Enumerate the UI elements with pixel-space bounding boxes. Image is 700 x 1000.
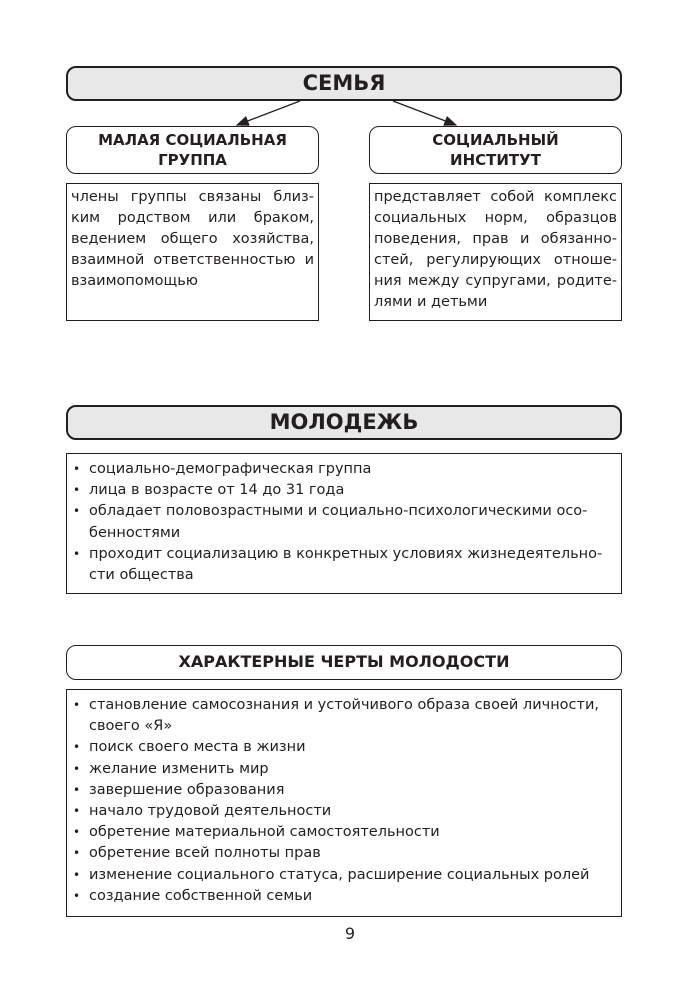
trait-item: • создание собственной семьи	[73, 886, 613, 907]
trait-item: • завершение образования	[73, 780, 613, 801]
trait-item: • поиск своего места в жизни	[73, 737, 613, 758]
trait-item: • желание изменить мир	[73, 759, 613, 780]
youth-item: • социально-демографическая группа	[73, 459, 613, 480]
bullet-icon: •	[73, 504, 81, 519]
bullet-icon: •	[73, 761, 81, 776]
bullet-icon: •	[73, 546, 81, 561]
youth-item: • проходит социализацию в конкретных условиях жизнедеятельности общества	[73, 545, 603, 584]
social-institute-title-2: ИНСТИТУТ	[450, 151, 541, 169]
youth-item: • лица в возрасте от 14 до 31 года	[73, 480, 613, 501]
youth-list	[66, 453, 622, 594]
bullet-icon: •	[73, 483, 81, 498]
bullet-icon: •	[73, 888, 81, 903]
bullet-icon: •	[73, 698, 81, 712]
youth-item: • обладает половозрастными и социально-психологическими особенностями	[73, 503, 588, 541]
trait-item: • обретение всей полноты прав	[73, 843, 613, 864]
small-social-group-description: члены группы связаны близким родством или браком, ведением общего хозяйства, взаимной ответственностью и взаимопомощью	[66, 183, 319, 321]
trait-item: • изменение социального статуса, расширение социальных ролей	[73, 865, 613, 886]
youth-header: МОЛОДЕЖЬ	[66, 405, 622, 440]
trait-item: • начало трудовой деятельности	[73, 801, 613, 822]
page-number: 9	[344, 924, 356, 943]
bullet-icon: •	[73, 740, 81, 755]
social-institute-description: представляет собой комплекс социальных норм, образцов поведения, прав и обязанностей, регулирующих отношения между супругами, родителями и детьми	[369, 183, 622, 321]
trait-item: • обретение материальной самостоятельности	[73, 822, 613, 843]
bullet-icon: •	[73, 804, 81, 819]
arrow-left-icon	[237, 101, 300, 125]
small-social-group-box	[66, 126, 319, 174]
social-institute-title-1: СОЦИАЛЬНЫЙ	[432, 131, 559, 149]
trait-item: • становление самосознания и устойчивого образа своей личности, своего «Я»	[73, 697, 599, 735]
bullet-icon: •	[73, 782, 81, 797]
youth-traits-header: ХАРАКТЕРНЫЕ ЧЕРТЫ МОЛОДОСТИ	[66, 645, 622, 680]
arrow-right-icon	[393, 101, 456, 125]
bullet-icon: •	[73, 846, 81, 861]
small-social-group-title-2: ГРУППА	[158, 151, 227, 169]
bullet-icon: •	[73, 867, 81, 882]
bullet-icon: •	[73, 462, 81, 476]
youth-traits-list	[66, 689, 622, 917]
bullet-icon: •	[73, 825, 81, 840]
small-social-group-title-1: МАЛАЯ СОЦИАЛЬНАЯ	[98, 131, 287, 149]
social-institute-box	[369, 126, 622, 174]
family-header: СЕМЬЯ	[66, 66, 622, 101]
